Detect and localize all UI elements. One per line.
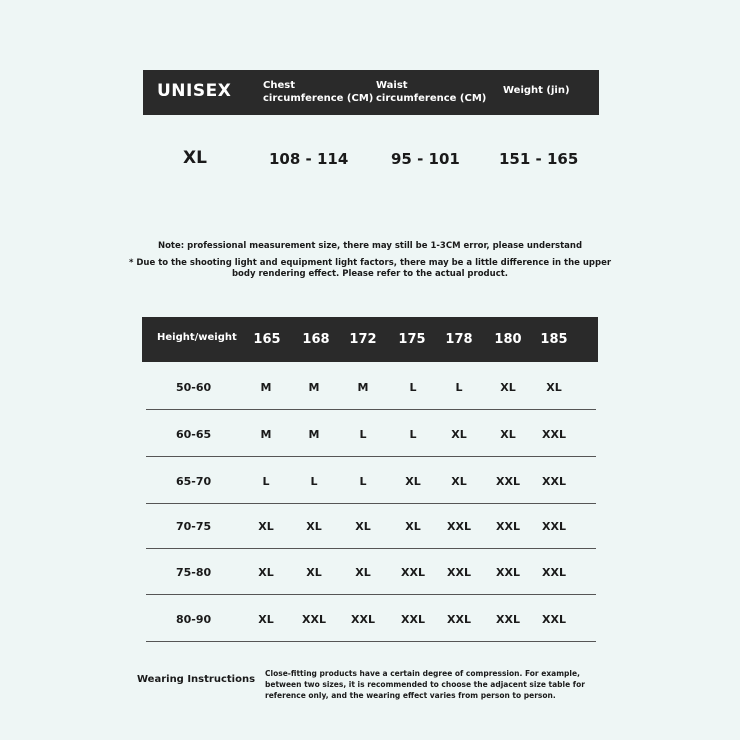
size-cell: M [308, 381, 320, 394]
size-cell: XXL [401, 613, 425, 626]
size-cell: M [357, 381, 369, 394]
size-cell: XXL [302, 613, 326, 626]
size-cell: XL [500, 381, 516, 394]
size-cell: XL [258, 520, 274, 533]
height-header-3: 175 [398, 332, 426, 347]
size-cell: M [308, 428, 320, 441]
measurement-note: Note: professional measurement size, there may still be 1-3CM error, please understand [157, 241, 583, 251]
weight-header: Weight (jin) [503, 85, 570, 96]
size-cell: XL [306, 566, 322, 579]
size-cell: XXL [542, 428, 566, 441]
size-cell: L [455, 381, 463, 394]
size-cell: XXL [496, 520, 520, 533]
height-header-0: 165 [253, 332, 281, 347]
size-cell: XL [451, 475, 467, 488]
size-cell: XXL [447, 520, 471, 533]
unisex-title: UNISEX [157, 81, 232, 101]
size-cell: L [310, 475, 318, 488]
table-row [146, 595, 596, 642]
size-cell: XL [258, 566, 274, 579]
weight-range-label: 65-70 [176, 475, 212, 488]
height-header-2: 172 [349, 332, 377, 347]
size-cell: XL [451, 428, 467, 441]
table-row [146, 410, 596, 457]
size-cell: XL [546, 381, 562, 394]
chest-header: Chest circumference (CM) [263, 80, 374, 104]
waist-value: 95 - 101 [391, 150, 460, 168]
weight-range-label: 60-65 [176, 428, 212, 441]
size-cell: XXL [542, 520, 566, 533]
height-weight-label: Height/weight [157, 332, 237, 343]
table-row [146, 457, 596, 504]
row-divider [146, 641, 596, 642]
wearing-instructions-title: Wearing Instructions [137, 674, 256, 685]
size-cell: XXL [447, 566, 471, 579]
size-cell: XL [355, 566, 371, 579]
size-cell: XL [500, 428, 516, 441]
height-header-1: 168 [302, 332, 330, 347]
size-cell: XL [306, 520, 322, 533]
size-cell: M [260, 381, 272, 394]
size-cell: XL [355, 520, 371, 533]
size-cell: XXL [351, 613, 375, 626]
size-cell: XL [405, 475, 421, 488]
size-cell: XXL [542, 475, 566, 488]
size-cell: XXL [542, 566, 566, 579]
weight-range-label: 75-80 [176, 566, 212, 579]
lighting-note: * Due to the shooting light and equipment light factors, there may be a little difference in the upper body rendering effect. Please refer to the actual product. [128, 258, 612, 279]
size-cell: XXL [542, 613, 566, 626]
size-cell: L [409, 428, 417, 441]
size-cell: L [262, 475, 270, 488]
size-cell: XXL [447, 613, 471, 626]
waist-header: Waist circumference (CM) [376, 80, 487, 104]
size-cell: M [260, 428, 272, 441]
height-header-4: 178 [445, 332, 473, 347]
size-cell: L [359, 475, 367, 488]
unisex-table-header [143, 70, 599, 115]
size-chart-header [142, 317, 598, 362]
table-row [146, 502, 596, 549]
weight-range-label: 50-60 [176, 381, 212, 394]
size-cell: XXL [496, 613, 520, 626]
size-value: XL [183, 148, 207, 168]
weight-range-label: 80-90 [176, 613, 212, 626]
height-header-5: 180 [494, 332, 522, 347]
size-cell: XXL [496, 566, 520, 579]
table-row [146, 548, 596, 595]
size-cell: XXL [496, 475, 520, 488]
size-cell: XL [405, 520, 421, 533]
size-cell: L [409, 381, 417, 394]
size-cell: XXL [401, 566, 425, 579]
weight-range-label: 70-75 [176, 520, 212, 533]
weight-value: 151 - 165 [499, 150, 579, 168]
wearing-instructions-text: Close-fitting products have a certain degree of compression. For example, between two sizes, it is recommended to choose the adjacent size table for reference only, and the wearing effect varies from person to person. [265, 669, 585, 700]
size-cell: L [359, 428, 367, 441]
chest-value: 108 - 114 [269, 150, 349, 168]
table-row [146, 363, 596, 410]
size-cell: XL [258, 613, 274, 626]
height-header-6: 185 [540, 332, 568, 347]
